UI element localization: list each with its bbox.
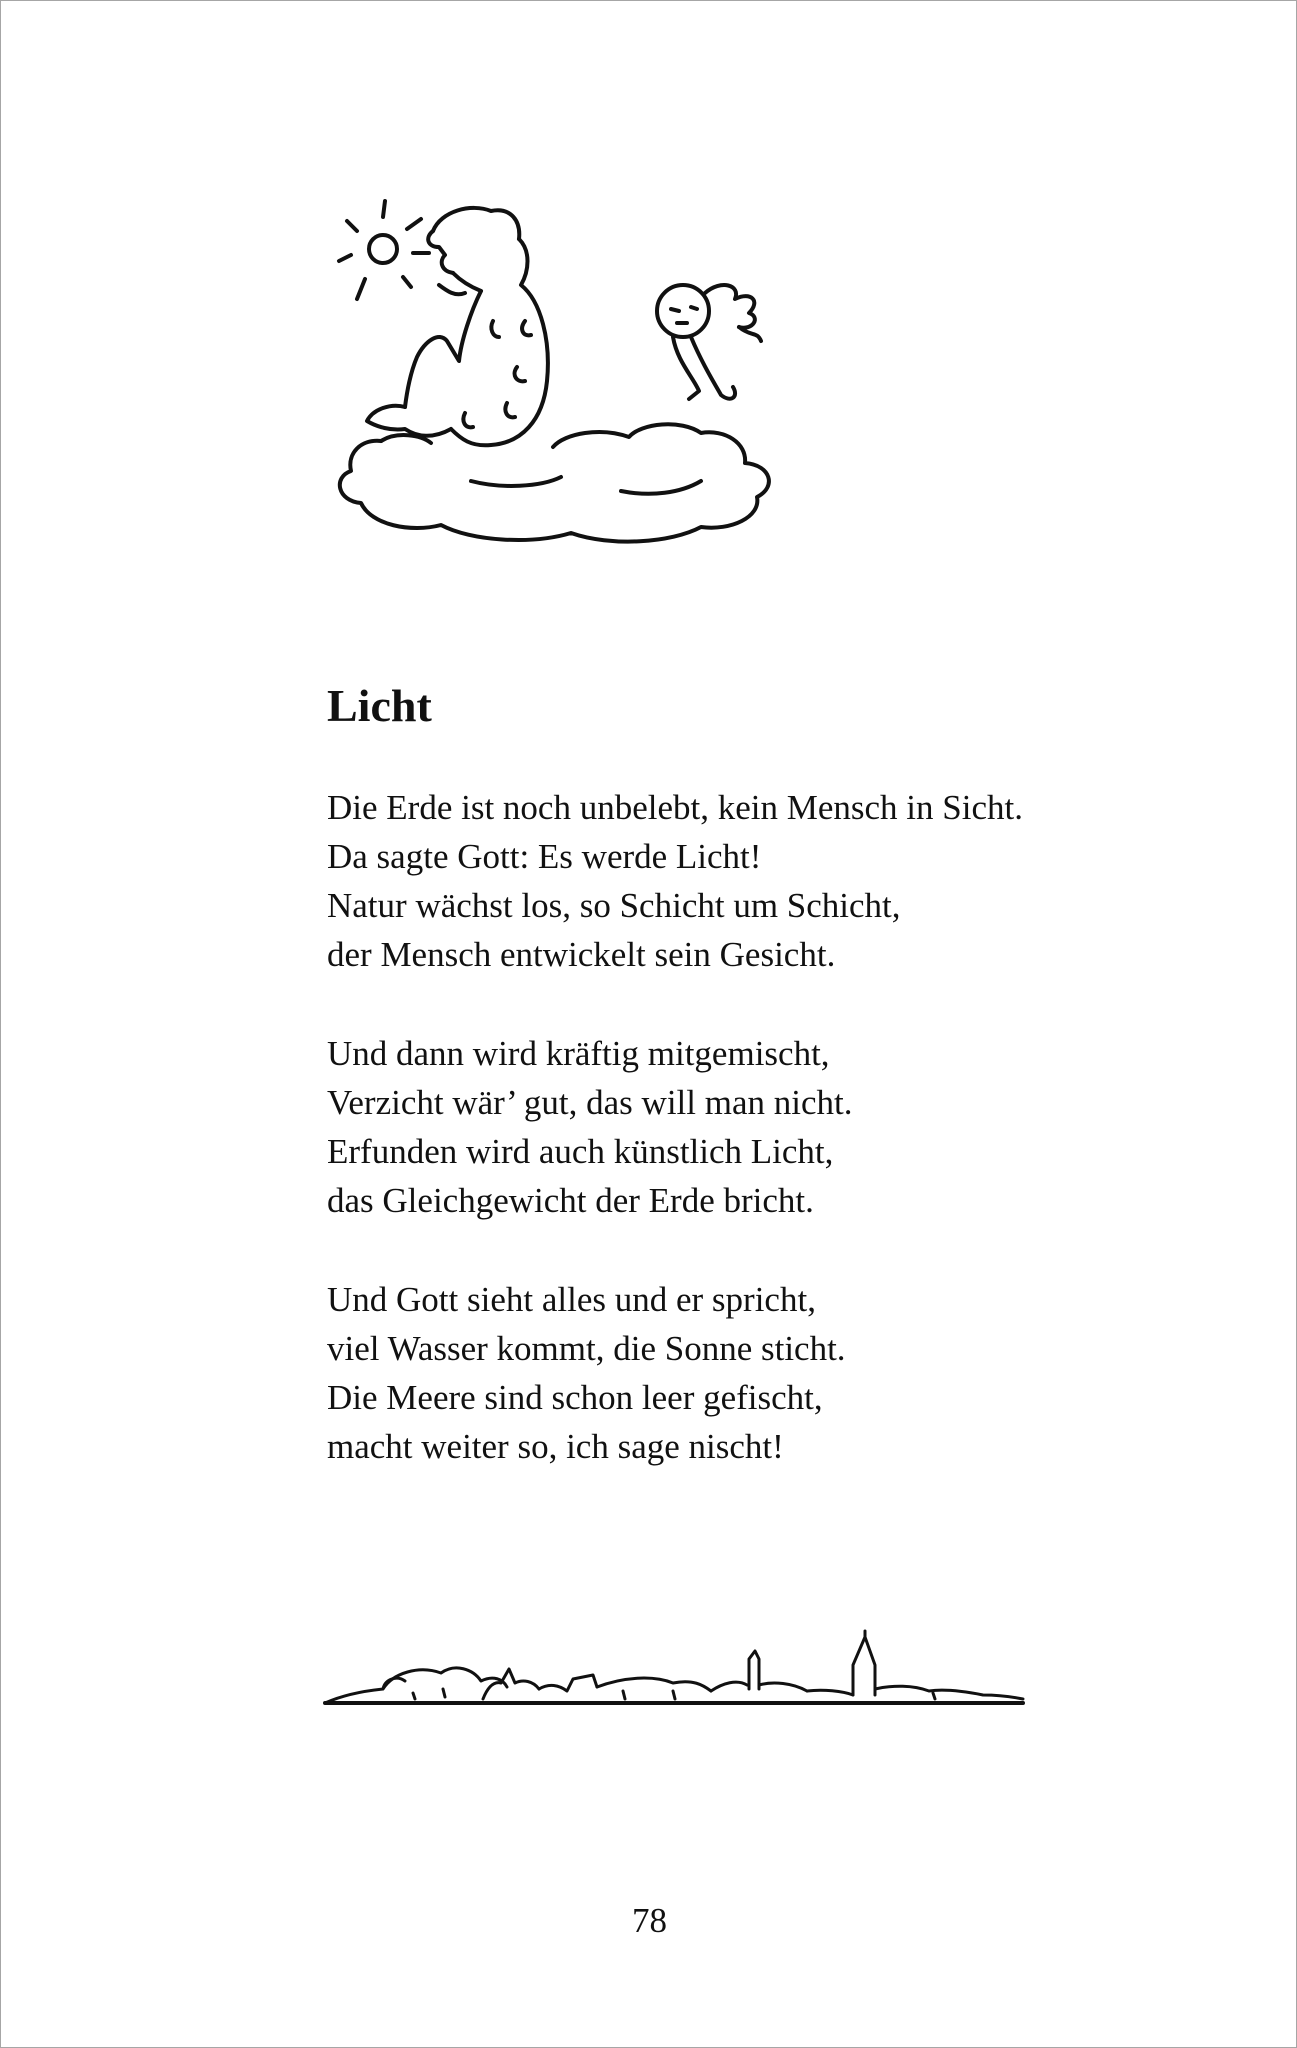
poem-body [327,783,1227,1521]
page-number: 78 [632,1901,667,1940]
poem-title: Licht [327,680,432,731]
poem-line: das Gleichgewicht der Erde bricht. [327,1181,814,1220]
poem-line: Und dann wird kräftig mitgemischt, [327,1034,830,1073]
poem-line: Erfunden wird auch künstlich Licht, [327,1132,834,1171]
sun-icon [339,201,429,299]
poem-line: Verzicht wär’ gut, das will man nicht. [327,1083,853,1122]
poem-line: Natur wächst los, so Schicht um Schicht, [327,886,901,925]
poem-line: Die Meere sind schon leer gefischt, [327,1378,823,1417]
village-skyline-illustration [323,1629,1028,1709]
poem-line: viel Wasser kommt, die Sonne sticht. [327,1329,846,1368]
poem-line: Da sagte Gott: Es werde Licht! [327,837,762,876]
stanza [327,783,1227,979]
poem-line: Die Erde ist noch unbelebt, kein Mensch in Sicht. [327,788,1023,827]
stanza [327,1275,1227,1471]
angel-drawing [657,285,761,399]
god-on-cloud-illustration [321,181,941,581]
stanza [327,1029,1227,1225]
poem-line: der Mensch entwickelt sein Gesicht. [327,935,836,974]
poem-line: macht weiter so, ich sage nischt! [327,1427,784,1466]
cloud-drawing [340,424,769,541]
poem-line: Und Gott sieht alles und er spricht, [327,1280,816,1319]
